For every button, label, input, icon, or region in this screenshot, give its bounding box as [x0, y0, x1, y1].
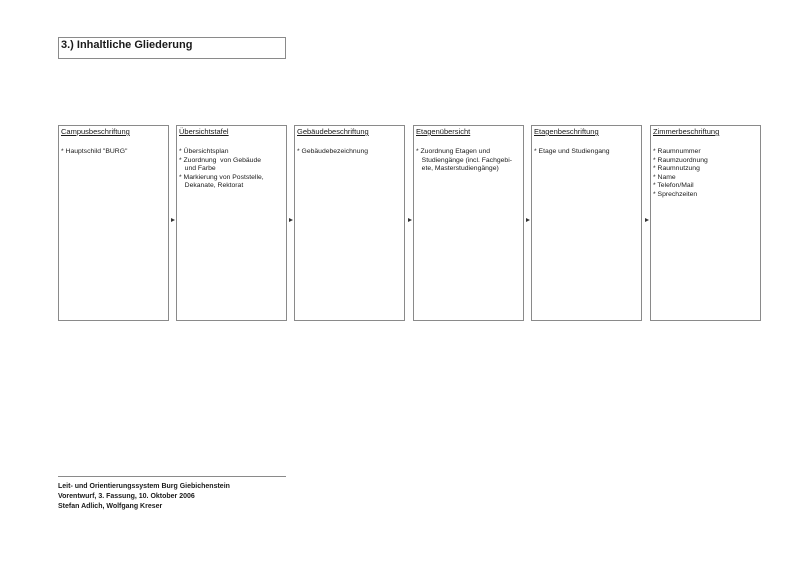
- footer-line-authors: Stefan Adlich, Wolfgang Kreser: [58, 503, 163, 510]
- stage-box-4: [413, 125, 524, 321]
- stage-item-list: [534, 148, 638, 157]
- stage-item: Dekanate, Rektorat: [179, 182, 244, 190]
- page-title: 3.) Inhaltliche Gliederung: [61, 39, 193, 51]
- flow-arrow-icon: [526, 218, 530, 222]
- stage-item: * Raumnummer: [653, 148, 701, 155]
- stage-box-5: [531, 125, 642, 321]
- flow-arrow-icon: [289, 218, 293, 222]
- stage-item: * Telefon/Mail: [653, 182, 694, 190]
- stage-box-1: [58, 125, 169, 321]
- flow-arrow-icon: [645, 218, 649, 222]
- stage-heading: Etagenbeschriftung: [534, 127, 599, 136]
- stage-item-list: [653, 148, 757, 200]
- stage-item: * Name: [653, 173, 676, 181]
- footer-line-version: Vorentwurf, 3. Fassung, 10. Oktober 2006: [58, 493, 195, 500]
- footer-line-project: Leit- und Orientierungssystem Burg Giebichenstein: [58, 483, 230, 490]
- stage-item: * Zuordnung von Gebäude: [179, 156, 262, 164]
- stage-item-list: [416, 148, 520, 174]
- flow-arrow-icon: [408, 218, 412, 222]
- stage-item: * Markierung von Poststelle,: [179, 173, 264, 181]
- stage-item: * Raumnutzung: [653, 165, 700, 173]
- stage-item: ete, Masterstudiengänge): [416, 165, 499, 173]
- stage-box-6: [650, 125, 761, 321]
- stage-item-list: [61, 148, 165, 157]
- stage-item: Studiengänge (incl. Fachgebi-: [416, 156, 512, 164]
- footer: [58, 482, 230, 512]
- flow-arrow-icon: [171, 218, 175, 222]
- stage-heading: Zimmerbeschriftung: [653, 127, 720, 136]
- stage-item: * Sprechzeiten: [653, 190, 698, 198]
- stage-box-2: [176, 125, 287, 321]
- stage-item: * Zuordnung Etagen und: [416, 148, 491, 155]
- stage-heading: Campusbeschriftung: [61, 127, 130, 136]
- stage-item-list: [179, 148, 283, 191]
- stage-heading: Gebäudebeschriftung: [297, 127, 369, 136]
- stage-item: * Gebäudebezeichnung: [297, 148, 369, 155]
- stage-item: * Etage und Studiengang: [534, 148, 610, 155]
- stage-item: * Übersichtsplan: [179, 148, 229, 155]
- stage-heading: Übersichtstafel: [179, 127, 229, 136]
- stage-item: * Hauptschild "BURG": [61, 148, 128, 155]
- stage-item: und Farbe: [179, 165, 216, 173]
- stage-item: * Raumzuordnung: [653, 156, 708, 164]
- title-box: [58, 37, 286, 59]
- stage-box-3: [294, 125, 405, 321]
- footer-divider: [58, 476, 286, 477]
- stage-heading: Etagenübersicht: [416, 127, 471, 136]
- stage-item-list: [297, 148, 401, 157]
